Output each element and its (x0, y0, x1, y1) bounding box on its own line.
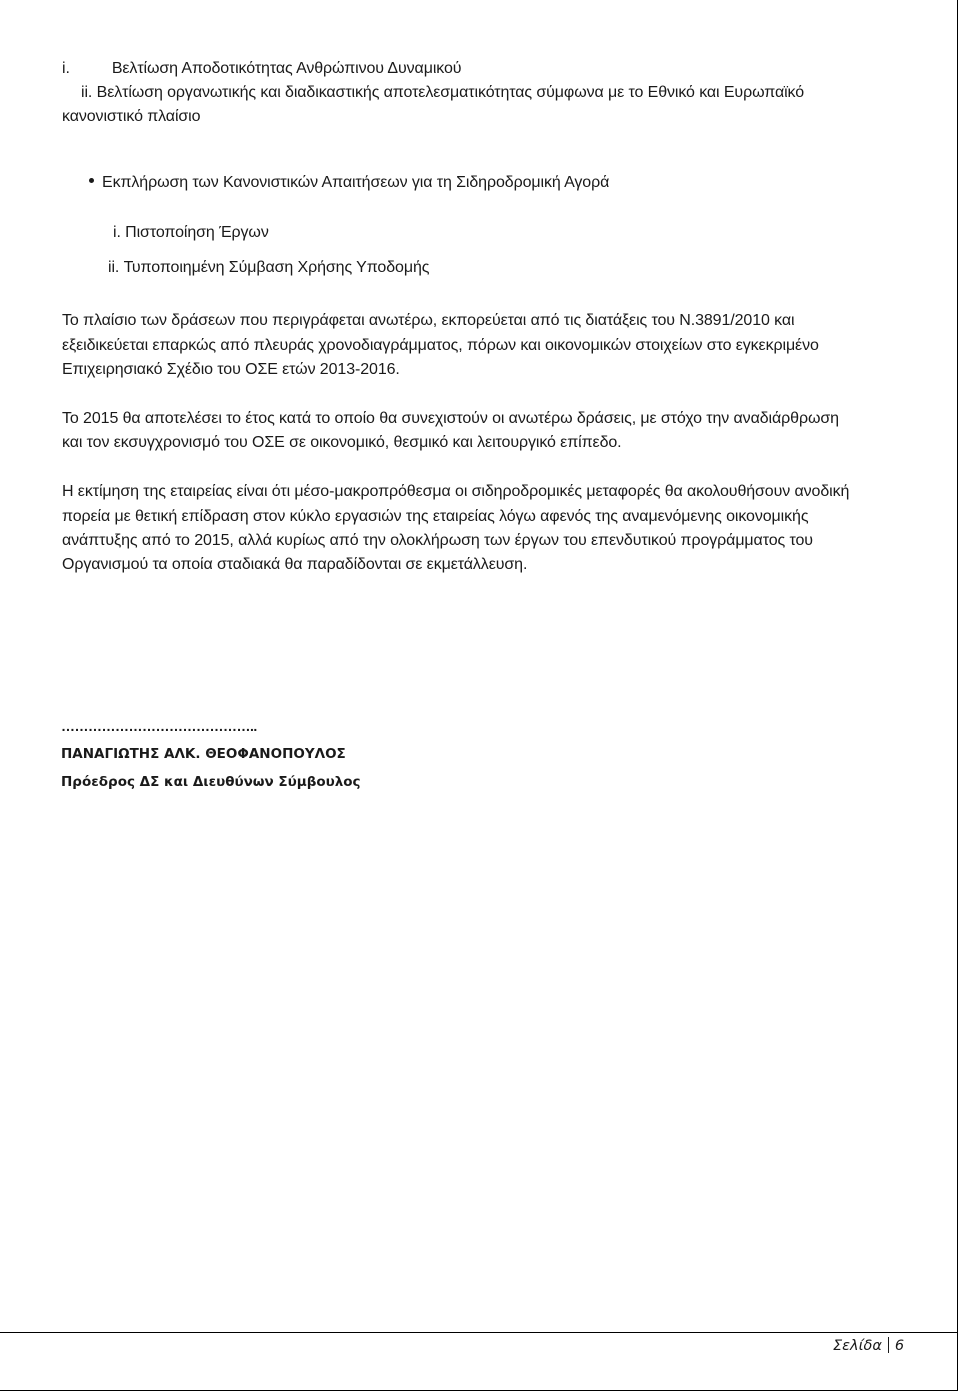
paragraph-1-line-1: Το πλαίσιο των δράσεων που περιγράφεται ανωτέρω, εκπορεύεται από τις διατάξεις του Ν.3891/2010 και (62, 312, 795, 329)
list1-item1 (62, 57, 461, 81)
bullet-text: Εκπλήρωση των Κανονιστικών Απαιτήσεων για τη Σιδηροδρομική Αγορά (102, 174, 610, 191)
paragraph-3-line-2: πορεία με θετική επίδραση στον κύκλο εργασιών της εταιρείας λόγω αφενός της αναμενόμενης οικονομικής (62, 508, 809, 525)
footer-divider (0, 1332, 957, 1333)
page-label: Σελίδα (833, 1338, 882, 1354)
paragraph-3-line-1: Η εκτίμηση της εταιρείας είναι ότι μέσο-μακροπρόθεσμα οι σιδηροδρομικές μεταφορές θα ακολουθήσουν ανοδική (62, 483, 850, 500)
list2-item2: ii. Τυποποιημένη Σύμβαση Χρήσης Υποδομής (108, 259, 430, 276)
paragraph-3-line-4: Οργανισμού τα οποία σταδιακά θα παραδίδονται σε εκμετάλλευση. (62, 556, 528, 573)
list1-item2-line2: κανονιστικό πλαίσιο (62, 108, 201, 125)
bullet-item (89, 171, 609, 195)
list1-item2-numeral: ii. (81, 84, 93, 101)
footer-separator (888, 1337, 889, 1353)
list1-item2-line1: Βελτίωση οργανωτικής και διαδικαστικής αποτελεσματικότητας σύμφωνα με το Εθνικό και Ευρωπαϊκό (96, 84, 805, 101)
signature-line: …………………………………….. (61, 718, 257, 734)
list2-item1: i. Πιστοποίηση Έργων (113, 224, 269, 241)
list1-item1-text: Βελτίωση Αποδοτικότητας Ανθρώπινου Δυναμικού (111, 60, 462, 77)
page-number: 6 (894, 1338, 905, 1354)
list1-item1-numeral: i. (62, 60, 70, 77)
paragraph-1-line-3: Επιχειρησιακό Σχέδιο του ΟΣΕ ετών 2013-2016. (62, 361, 400, 378)
page-footer (833, 1337, 904, 1354)
signatory-name: ΠΑΝΑΓΙΩΤΗΣ ΑΛΚ. ΘΕΟΦΑΝΟΠΟΥΛΟΣ (61, 746, 346, 762)
paragraph-2-line-1: Το 2015 θα αποτελέσει το έτος κατά το οποίο θα συνεχιστούν οι ανωτέρω δράσεις, με στόχο την αναδιάρθρωση (62, 410, 839, 427)
bullet-icon (89, 178, 94, 183)
paragraph-3-line-3: ανάπτυξης από το 2015, αλλά κυρίως από την ολοκλήρωση των έργων του επενδυτικού προγράμματος του (62, 532, 813, 549)
paragraph-1-line-2: εξειδικεύεται επαρκώς από πλευράς χρονοδιαγράμματος, πόρων και οικονομικών στοιχείων στο εγκεκριμένο (62, 337, 819, 354)
signatory-title: Πρόεδρος ΔΣ και Διευθύνων Σύμβουλος (61, 774, 361, 790)
list1-item2 (81, 81, 804, 105)
paragraph-2-line-2: και τον εκσυγχρονισμό του ΟΣΕ σε οικονομικό, θεσμικό και λειτουργικό επίπεδο. (62, 434, 622, 451)
